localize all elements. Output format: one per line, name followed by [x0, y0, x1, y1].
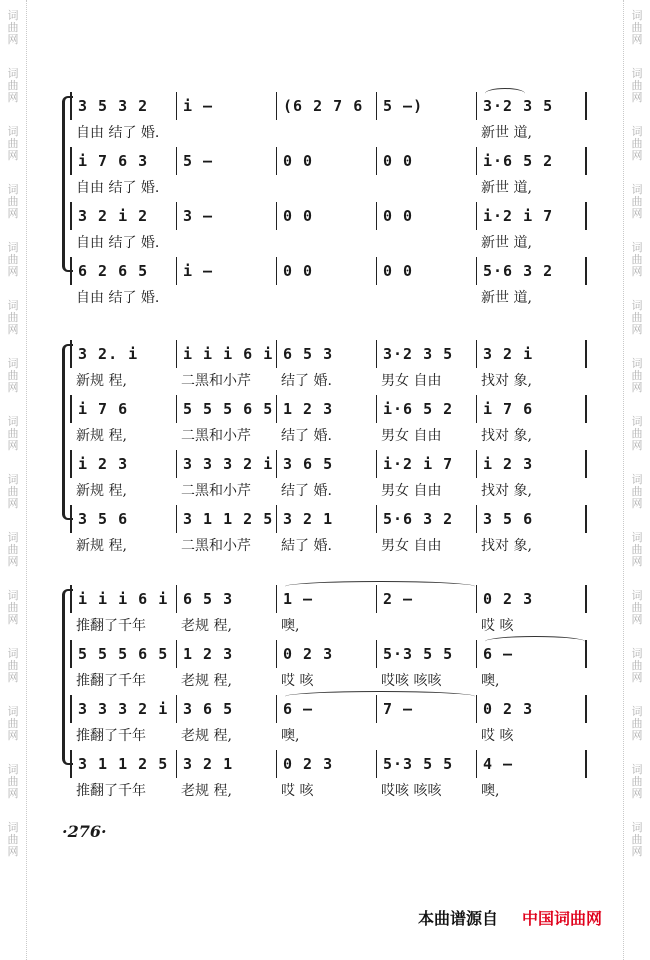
lyric-text: 哎 咳: [481, 728, 514, 744]
lyric-text: 男女 自由: [381, 373, 442, 389]
watermark-text: 词 曲 网: [631, 705, 643, 742]
lyric-text: 找对 象,: [481, 483, 532, 499]
score-system: [70, 340, 585, 560]
measure: 6 2 6 5: [72, 257, 177, 285]
lyric-text: 男女 自由: [381, 428, 442, 444]
staff-notes-row: [70, 450, 587, 478]
lyric-text: 新世 道,: [481, 235, 532, 251]
lyric-text: 哎 咳: [481, 618, 514, 634]
measure: 4 –: [477, 750, 587, 778]
lyric-text: 自由 结了 婚.: [76, 180, 160, 196]
watermark-text: 词 曲 网: [7, 125, 19, 162]
lyric-text: 老规 程,: [181, 728, 232, 744]
measure: i 2 3: [477, 450, 587, 478]
staff-notes-row: [70, 750, 587, 778]
measure: i·6 5 2: [377, 395, 477, 423]
staff-notes-row: [70, 505, 587, 533]
lyric-text: 哎 咳: [281, 783, 314, 799]
measure: 5·3 5 5: [377, 640, 477, 668]
measure: 3 6 5: [277, 450, 377, 478]
lyrics-row: [70, 535, 585, 557]
measure: 3 2 i 2: [72, 202, 177, 230]
lyrics-row: [70, 725, 585, 747]
lyric-text: 结了 婚.: [281, 483, 332, 499]
measure: 5·6 3 2: [477, 257, 587, 285]
watermark-text: 词 曲 网: [631, 473, 643, 510]
tie-slur: [285, 691, 475, 702]
watermark-text: 词 曲 网: [7, 415, 19, 452]
lyric-text: 噢,: [281, 728, 300, 744]
lyric-text: 推翻了千年: [76, 783, 146, 799]
watermark-text: 词 曲 网: [631, 299, 643, 336]
measure: i 7 6 3: [72, 147, 177, 175]
watermark-text: 词 曲 网: [631, 9, 643, 46]
lyric-text: 结了 婚.: [281, 428, 332, 444]
score-system: [70, 92, 585, 312]
lyric-text: 找对 象,: [481, 538, 532, 554]
measure: 3 2 i: [477, 340, 587, 368]
lyrics-row: [70, 287, 585, 309]
lyric-text: 哎咳 咳咳: [381, 673, 442, 689]
lyrics-row: [70, 122, 585, 144]
watermark-text: 词 曲 网: [631, 415, 643, 452]
tie-slur: [285, 581, 475, 592]
lyrics-row: [70, 425, 585, 447]
measure: 3 5 6: [477, 505, 587, 533]
watermark-text: 词 曲 网: [631, 125, 643, 162]
measure: 0 0: [277, 202, 377, 230]
lyric-text: 结了 婚.: [281, 373, 332, 389]
measure: 0 2 3: [477, 585, 587, 613]
watermark-text: 词 曲 网: [7, 299, 19, 336]
lyrics-row: [70, 670, 585, 692]
measure: 3·2 3 5: [377, 340, 477, 368]
measure: 2 –: [377, 585, 477, 613]
measure: 0 2 3: [277, 750, 377, 778]
lyric-text: 自由 结了 婚.: [76, 290, 160, 306]
lyrics-row: [70, 232, 585, 254]
lyric-text: 新世 道,: [481, 180, 532, 196]
lyric-text: 哎 咳: [281, 673, 314, 689]
measure: 5 –: [177, 147, 277, 175]
lyric-text: 結了 婚.: [281, 538, 332, 554]
measure: 5·3 5 5: [377, 750, 477, 778]
measure: 0 0: [277, 257, 377, 285]
right-watermark-column: [624, 10, 650, 880]
watermark-text: 词 曲 网: [631, 357, 643, 394]
measure: i 2 3: [72, 450, 177, 478]
watermark-text: 词 曲 网: [7, 821, 19, 858]
lyric-text: 找对 象,: [481, 428, 532, 444]
lyric-text: 找对 象,: [481, 373, 532, 389]
measure: i i i 6 i: [72, 585, 177, 613]
measure: 6 5 3: [177, 585, 277, 613]
measure: 6 –: [277, 695, 377, 723]
measure: 5 5 5 6 5: [177, 395, 277, 423]
measure: 1 –: [277, 585, 377, 613]
measure: 3 3 3 2 i: [177, 450, 277, 478]
right-watermark-strip: [623, 0, 650, 960]
measure: 5 –): [377, 92, 477, 120]
measure: 0 0: [277, 147, 377, 175]
measure: 3 1 1 2 5: [72, 750, 177, 778]
lyric-text: 新规 程,: [76, 373, 127, 389]
measure: 0 2 3: [277, 640, 377, 668]
watermark-text: 词 曲 网: [7, 589, 19, 626]
measure: 6 –: [477, 640, 587, 668]
tie-slur: [485, 636, 585, 647]
watermark-text: 词 曲 网: [631, 647, 643, 684]
measure: i –: [177, 92, 277, 120]
measure: i·2 i 7: [477, 202, 587, 230]
lyric-text: 噢,: [281, 618, 300, 634]
left-watermark-strip: [0, 0, 27, 960]
lyric-text: 老规 程,: [181, 783, 232, 799]
staff-notes-row: [70, 340, 587, 368]
lyric-text: 哎咳 咳咳: [381, 783, 442, 799]
measure: (6 2 7 6: [277, 92, 377, 120]
measure: 6 5 3: [277, 340, 377, 368]
lyrics-row: [70, 177, 585, 199]
measure: 0 2 3: [477, 695, 587, 723]
watermark-text: 词 曲 网: [631, 241, 643, 278]
lyric-text: 推翻了千年: [76, 673, 146, 689]
measure: i·2 i 7: [377, 450, 477, 478]
watermark-text: 词 曲 网: [631, 763, 643, 800]
measure: 7 –: [377, 695, 477, 723]
lyric-text: 新世 道,: [481, 125, 532, 141]
lyric-text: 新世 道,: [481, 290, 532, 306]
measure: i 7 6: [477, 395, 587, 423]
measure: i·6 5 2: [477, 147, 587, 175]
lyrics-row: [70, 615, 585, 637]
lyric-text: 男女 自由: [381, 538, 442, 554]
measure: 3 2 1: [177, 750, 277, 778]
measure: 3 2. i: [72, 340, 177, 368]
watermark-text: 词 曲 网: [7, 357, 19, 394]
lyric-text: 老规 程,: [181, 673, 232, 689]
watermark-text: 词 曲 网: [7, 183, 19, 220]
watermark-text: 词 曲 网: [631, 589, 643, 626]
watermark-text: 词 曲 网: [7, 9, 19, 46]
lyric-text: 新规 程,: [76, 538, 127, 554]
lyric-text: 二黑和小芹: [181, 428, 251, 444]
measure: 0 0: [377, 147, 477, 175]
watermark-text: 词 曲 网: [631, 183, 643, 220]
measure: 3 5 6: [72, 505, 177, 533]
watermark-text: 词 曲 网: [7, 763, 19, 800]
measure: 3 1 1 2 5: [177, 505, 277, 533]
staff-notes-row: [70, 202, 587, 230]
measure: i i i 6 i: [177, 340, 277, 368]
watermark-text: 词 曲 网: [631, 531, 643, 568]
staff-notes-row: [70, 395, 587, 423]
measure: 0 0: [377, 202, 477, 230]
measure: 3 5 3 2: [72, 92, 177, 120]
staff-notes-row: [70, 257, 587, 285]
measure: 1 2 3: [177, 640, 277, 668]
left-watermark-column: [0, 10, 26, 880]
watermark-text: 词 曲 网: [7, 705, 19, 742]
watermark-text: 词 曲 网: [7, 473, 19, 510]
measure: 3 3 3 2 i: [72, 695, 177, 723]
lyric-text: 噢,: [481, 783, 500, 799]
lyric-text: 自由 结了 婚.: [76, 235, 160, 251]
lyric-text: 二黑和小芹: [181, 538, 251, 554]
watermark-text: 词 曲 网: [7, 67, 19, 104]
watermark-text: 词 曲 网: [631, 67, 643, 104]
lyric-text: 自由 结了 婚.: [76, 125, 160, 141]
lyrics-row: [70, 780, 585, 802]
lyric-text: 老规 程,: [181, 618, 232, 634]
measure: i 7 6: [72, 395, 177, 423]
lyric-text: 噢,: [481, 673, 500, 689]
measure: 0 0: [377, 257, 477, 285]
lyric-text: 新规 程,: [76, 428, 127, 444]
lyric-text: 新规 程,: [76, 483, 127, 499]
measure: 3 2 1: [277, 505, 377, 533]
lyric-text: 推翻了千年: [76, 728, 146, 744]
measure: 5 5 5 6 5: [72, 640, 177, 668]
measure: 1 2 3: [277, 395, 377, 423]
lyric-text: 二黑和小芹: [181, 483, 251, 499]
measure: i –: [177, 257, 277, 285]
lyrics-row: [70, 370, 585, 392]
watermark-text: 词 曲 网: [7, 241, 19, 278]
measure: 3 –: [177, 202, 277, 230]
lyric-text: 推翻了千年: [76, 618, 146, 634]
measure: 5·6 3 2: [377, 505, 477, 533]
watermark-text: 词 曲 网: [7, 531, 19, 568]
lyric-text: 男女 自由: [381, 483, 442, 499]
lyric-text: 二黑和小芹: [181, 373, 251, 389]
staff-notes-row: [70, 147, 587, 175]
site-name: 中国词曲网: [522, 909, 603, 928]
measure: 3 6 5: [177, 695, 277, 723]
watermark-text: 词 曲 网: [631, 821, 643, 858]
source-label: 本曲谱源自: [418, 909, 499, 928]
lyrics-row: [70, 480, 585, 502]
tie-slur: [485, 88, 525, 99]
measure: 3·2 3 5: [477, 92, 587, 120]
watermark-text: 词 曲 网: [7, 647, 19, 684]
page-number: ·276·: [62, 822, 107, 841]
